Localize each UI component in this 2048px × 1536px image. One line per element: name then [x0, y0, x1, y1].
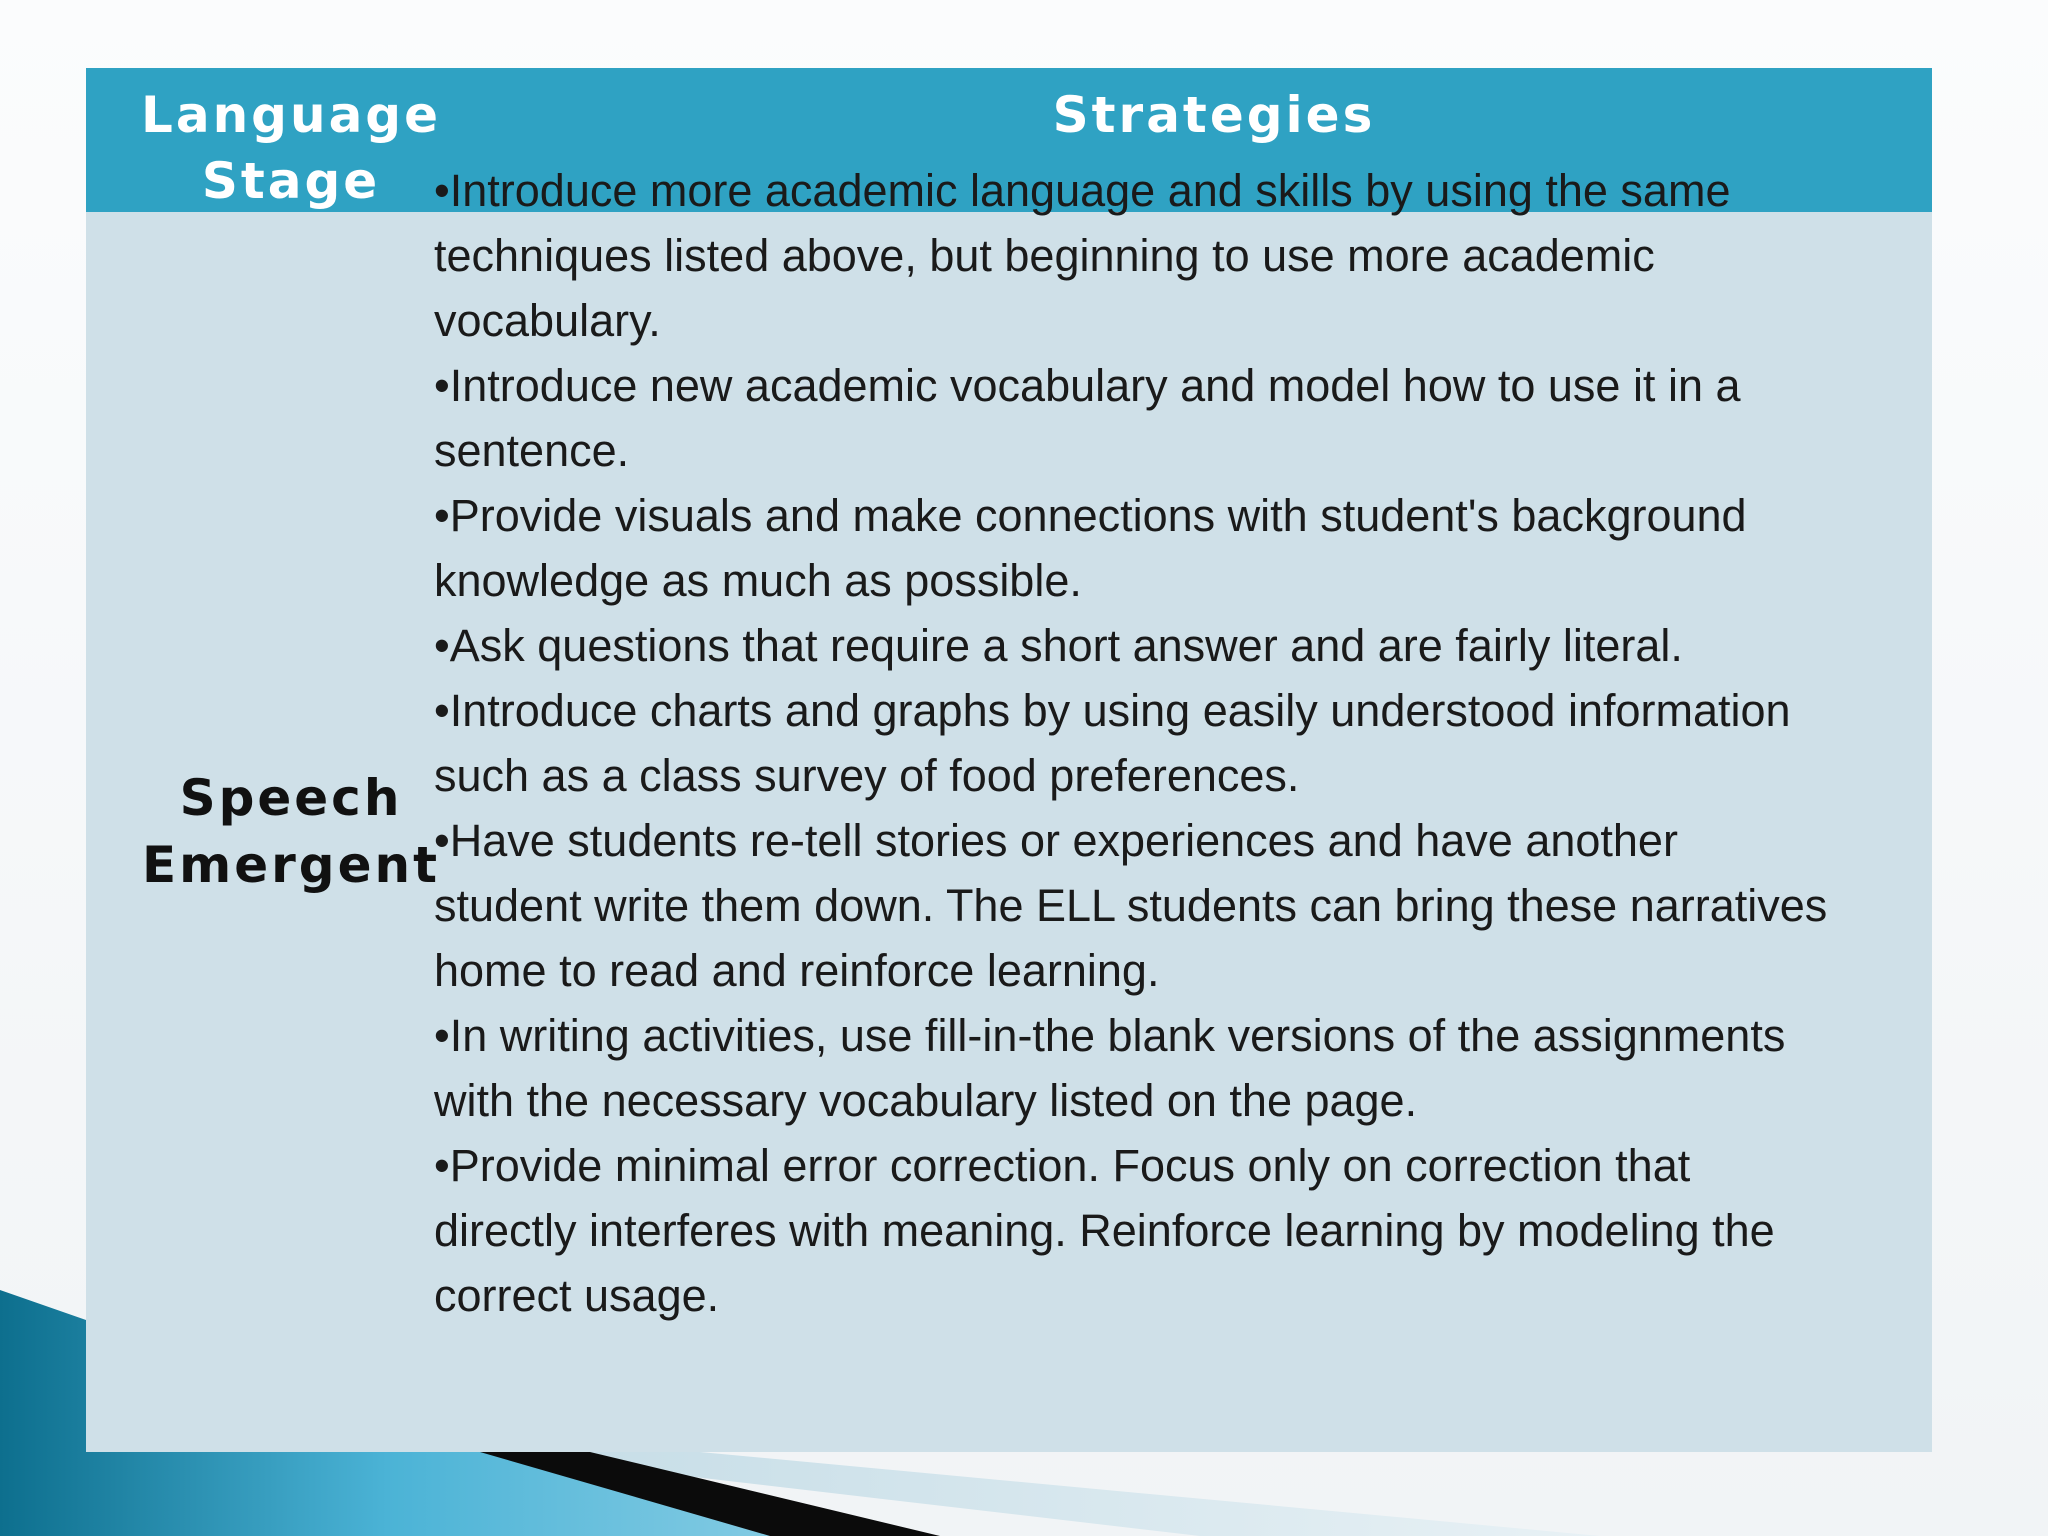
strategy-item: •Have students re-tell stories or experiences and have another student write them down. The ELL students can bring these narratives home to read and reinforce learning. — [434, 815, 1828, 996]
strategy-item: •Introduce new academic vocabulary and model how to use it in a sentence. — [434, 360, 1741, 476]
strategy-item: •In writing activities, use fill-in-the blank versions of the assignments with the necessary vocabulary listed on the page. — [434, 1010, 1786, 1126]
stage-label-line1: Speech — [179, 769, 403, 827]
stage-label — [142, 765, 440, 899]
strategy-item: •Provide visuals and make connections with student's background knowledge as much as possible. — [434, 490, 1747, 606]
stage-label-line2: Emergent — [141, 836, 441, 894]
strategy-item: •Introduce more academic language and skills by using the same techniques listed above, but beginning to use more academic vocabulary. — [434, 165, 1731, 346]
header-language-stage-line1: Language — [140, 86, 442, 144]
strategies-cell — [434, 158, 1834, 1328]
header-strategies: Strategies — [1052, 86, 1376, 144]
strategy-item: •Ask questions that require a short answer and are fairly literal. — [434, 620, 1683, 671]
header-language-stage-line2: Stage — [201, 152, 381, 210]
strategy-item: •Introduce charts and graphs by using easily understood information such as a class survey of food preferences. — [434, 685, 1791, 801]
strategy-item: •Provide minimal error correction. Focus only on correction that directly interferes with meaning. Reinforce learning by modeling the correct usage. — [434, 1140, 1775, 1321]
